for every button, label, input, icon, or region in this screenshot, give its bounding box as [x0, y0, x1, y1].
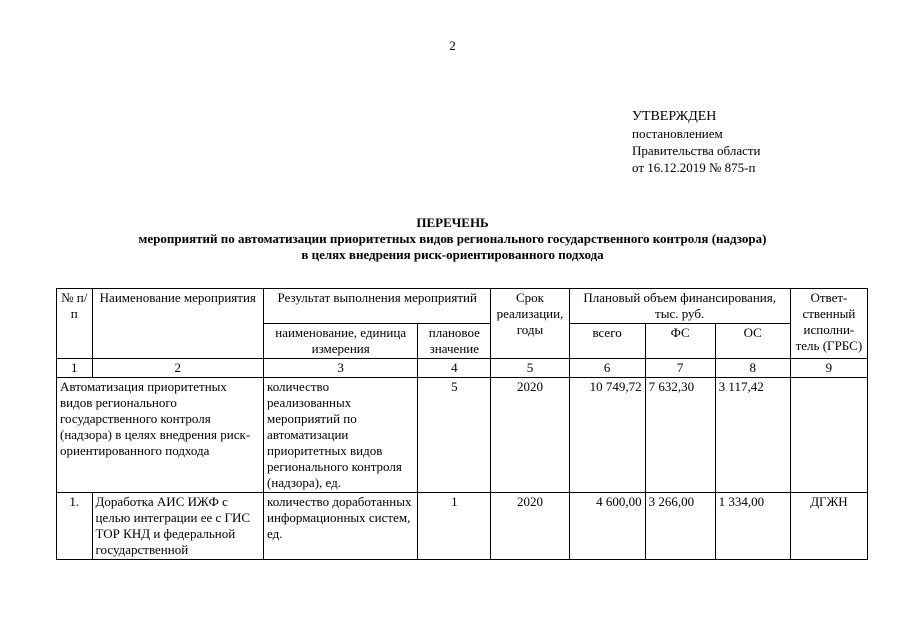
header-total: всего	[569, 324, 645, 359]
fs-amount: 7 632,30	[645, 378, 715, 493]
column-number: 9	[790, 359, 867, 378]
os-amount: 1 334,00	[715, 493, 790, 560]
column-number: 6	[569, 359, 645, 378]
column-number: 2	[92, 359, 264, 378]
row-number: 1.	[57, 493, 93, 560]
header-name: Наименование мероприятия	[92, 289, 264, 359]
result-name: количество доработанных информационных систем, ед.	[264, 493, 418, 560]
approval-heading: УТВЕРЖДЕН	[632, 109, 717, 124]
os-amount: 3 117,42	[715, 378, 790, 493]
header-fs: ФС	[645, 324, 715, 359]
column-numbers-row	[57, 359, 868, 378]
column-number: 7	[645, 359, 715, 378]
total-amount: 10 749,72	[569, 378, 645, 493]
responsible	[790, 378, 867, 493]
term: 2020	[491, 493, 569, 560]
result-value: 5	[418, 378, 491, 493]
header-os: ОС	[715, 324, 790, 359]
activity-name: Доработка АИС ИЖФ с целью интеграции ее с ГИС ТОР КНД и федеральной государственной	[92, 493, 264, 560]
result-value: 1	[418, 493, 491, 560]
approval-line: постановлением	[632, 126, 723, 141]
header-result: Результат выполнения мероприятий	[264, 289, 491, 324]
table-row	[57, 493, 868, 560]
column-number: 5	[491, 359, 569, 378]
column-number: 4	[418, 359, 491, 378]
table-row	[57, 378, 868, 493]
header-volume: Плановый объем финансирования, тыс. руб.	[569, 289, 790, 324]
approval-stamp	[632, 108, 761, 176]
header-term: Срок реализации, годы	[491, 289, 569, 359]
approval-line: Правительства области	[632, 143, 761, 158]
term: 2020	[491, 378, 569, 493]
title-heading: ПЕРЕЧЕНЬ	[416, 215, 489, 230]
header-result-name: наименование, единица измерения	[264, 324, 418, 359]
title-subheading: в целях внедрения риск-ориентированного подхода	[301, 247, 604, 262]
total-amount: 4 600,00	[569, 493, 645, 560]
document-title	[0, 215, 905, 263]
approval-date: от 16.12.2019 № 875-п	[632, 160, 756, 175]
header-responsible: Ответ-ственный исполни-тель (ГРБС)	[790, 289, 867, 359]
activities-table	[56, 288, 868, 560]
title-subheading: мероприятий по автоматизации приоритетных видов регионального государственного контроля (надзора)	[138, 231, 767, 246]
column-number: 1	[57, 359, 93, 378]
header-row	[57, 289, 868, 324]
column-number: 3	[264, 359, 418, 378]
column-number: 8	[715, 359, 790, 378]
header-result-value: плановое значение	[418, 324, 491, 359]
header-num: № п/п	[57, 289, 93, 359]
responsible: ДГЖН	[790, 493, 867, 560]
result-name: количество реализованных мероприятий по автоматизации приоритетных видов регионального контроля (надзора), ед.	[264, 378, 418, 493]
activity-name: Автоматизация приоритетных видов регионального государственного контроля (надзора) в целях внедрения риск-ориентированного подхода	[57, 378, 264, 493]
page-number: 2	[449, 38, 456, 53]
fs-amount: 3 266,00	[645, 493, 715, 560]
